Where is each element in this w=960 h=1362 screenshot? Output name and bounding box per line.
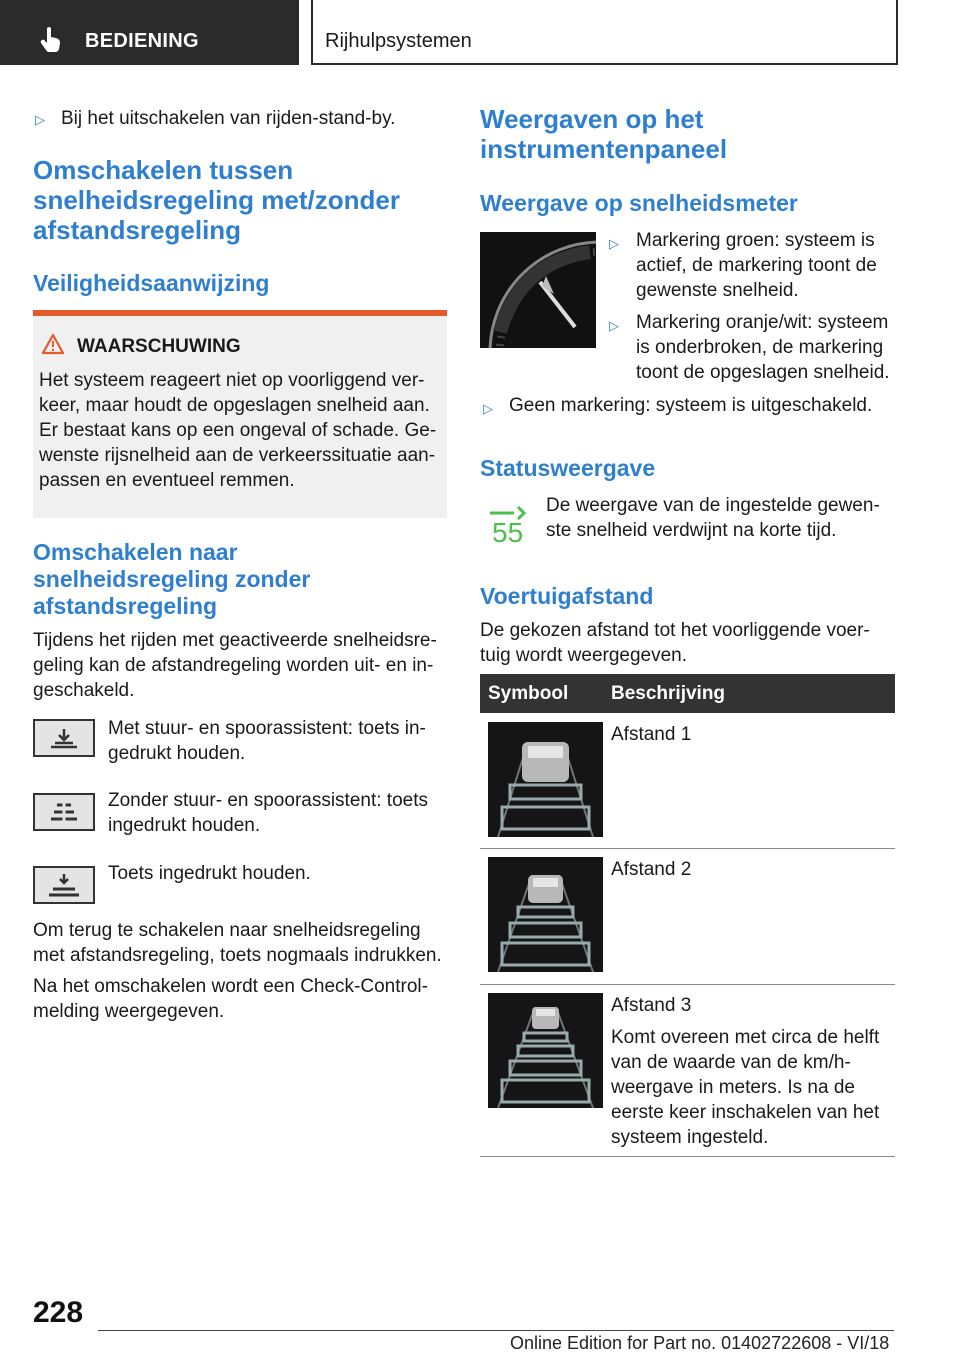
bullet-triangle-icon: ▷: [609, 236, 619, 251]
footer-edition: Online Edition for Part no. 01402722608 - VI/18: [510, 1333, 890, 1353]
button-row-line: Zonder stuur- en spoorassistent: toets: [108, 790, 428, 811]
distance-2-car-image: [488, 857, 603, 972]
distance-intro-line: De gekozen afstand tot het voorliggende voer-: [480, 620, 870, 641]
speedo-bullet-green: [636, 228, 877, 303]
bullet-triangle-icon: ▷: [483, 401, 493, 416]
table-row-3-label: Afstand 3: [611, 995, 692, 1016]
table-row-divider: [480, 984, 895, 985]
distance-1-car-image: [488, 722, 603, 837]
distance-3-car-image: [488, 993, 603, 1108]
steering-lane-assist-button-icon: [33, 719, 95, 757]
table-header-symbol: Symbool: [488, 683, 569, 704]
button-row-line: ingedrukt houden.: [108, 815, 261, 836]
description-line: eerste keer inschakelen van het: [611, 1102, 880, 1123]
hand-pointer-icon: [40, 26, 62, 52]
heading-displays: [480, 104, 727, 164]
distance-button-icon: [33, 793, 95, 831]
distance-intro-line: tuig wordt weergegeven.: [480, 645, 688, 666]
table-row-divider: [480, 848, 895, 849]
page-number: 228: [33, 1296, 84, 1329]
heading-switch-line: Omschakelen tussen: [33, 155, 294, 185]
heading-switch-line: snelheidsregeling met/zonder: [33, 185, 400, 215]
bullet-no-marking: Geen markering: systeem is uitgeschakeld.: [509, 395, 873, 416]
heading-switch-to-line: afstandsregeling: [33, 593, 218, 619]
paragraph-line: Na het omschakelen wordt een Check-Control-: [33, 976, 428, 997]
warning-triangle-icon: [41, 333, 65, 355]
warning-line: wenste rijsnelheid aan de verkeerssituatie aan-: [39, 445, 436, 466]
table-row-3-description: [611, 1025, 879, 1150]
paragraph-line: met afstandsregeling, toets nogmaals indrukken.: [33, 945, 442, 966]
warning-line: Er bestaat kans op een ongeval of schade. Ge-: [39, 420, 437, 441]
heading-switch-to-line: snelheidsregeling zonder: [33, 566, 311, 592]
speedometer-marking-image: [480, 232, 596, 348]
heading-switch-to: [33, 539, 310, 620]
button-row-1-text: [108, 716, 426, 766]
description-line: weergave in meters. Is na de: [611, 1077, 855, 1098]
speedo-bullet-line: Markering oranje/wit: systeem: [636, 312, 889, 333]
warning-title: WAARSCHUWING: [77, 336, 241, 357]
paragraph-check-control: [33, 974, 428, 1024]
table-header: [480, 674, 895, 713]
table-header-description: Beschrijving: [611, 683, 726, 704]
warning-text: [39, 368, 444, 493]
paragraph-line: geschakeld.: [33, 680, 135, 701]
distance-control-button-icon: [33, 866, 95, 904]
button-row-3-text: Toets ingedrukt houden.: [108, 863, 311, 884]
speedo-bullet-line: Markering groen: systeem is: [636, 230, 875, 251]
table-row-2-label: Afstand 2: [611, 859, 692, 880]
heading-speedometer: Weergave op snelheidsmeter: [480, 190, 798, 216]
warning-line: Het systeem reageert niet op voorliggend ver-: [39, 370, 425, 391]
heading-switch-line: afstandsregeling: [33, 215, 242, 245]
heading-safety: Veiligheidsaanwijzing: [33, 270, 270, 296]
status-text-line: De weergave van de ingestelde gewen-: [546, 495, 880, 516]
heading-status: Statusweergave: [480, 455, 656, 481]
heading-distance: Voertuigafstand: [480, 583, 654, 609]
description-line: van de waarde van de km/h-: [611, 1052, 851, 1073]
header-section-label: BEDIENING: [85, 30, 199, 52]
description-line: Komt overeen met circa de helft: [611, 1027, 880, 1048]
bullet-triangle-icon: ▷: [609, 318, 619, 333]
heading-switch-to-line: Omschakelen naar: [33, 539, 238, 565]
speedo-bullet-line: gewenste snelheid.: [636, 280, 799, 301]
paragraph-switch-back: [33, 918, 442, 968]
speedo-bullet-line: is onderbroken, de markering: [636, 337, 884, 358]
status-text: [546, 493, 880, 543]
status-speed-value: 55: [492, 517, 524, 548]
header-title: Rijhulpsystemen: [325, 30, 472, 52]
button-row-2-text: [108, 788, 428, 838]
footer-divider: [98, 1330, 894, 1331]
speedo-bullet-orange: [636, 310, 890, 385]
table-row-1-label: Afstand 1: [611, 724, 692, 745]
bullet-standby-text: Bij het uitschakelen van rijden-stand-by.: [61, 108, 396, 129]
warning-line: keer, maar houdt de opgeslagen snelheid aan.: [39, 395, 430, 416]
button-row-line: Met stuur- en spoorassistent: toets in-: [108, 718, 426, 739]
heading-displays-line: Weergaven op het: [480, 104, 704, 134]
description-line: systeem ingesteld.: [611, 1127, 769, 1148]
warning-line: passen en eventueel remmen.: [39, 470, 295, 491]
button-row-line: gedrukt houden.: [108, 743, 246, 764]
heading-switch: [33, 155, 400, 245]
bullet-triangle-icon: ▷: [35, 112, 45, 127]
heading-displays-line: instrumentenpaneel: [480, 134, 728, 164]
speedo-bullet-line: actief, de markering toont de: [636, 255, 877, 276]
status-text-line: ste snelheid verdwijnt na korte tijd.: [546, 520, 837, 541]
paragraph-line: geling kan de afstandregeling worden uit- en in-: [33, 655, 434, 676]
paragraph-line: melding weergegeven.: [33, 1001, 225, 1022]
paragraph-intro: [33, 628, 437, 703]
paragraph-line: Tijdens het rijden met geactiveerde snelheidsre-: [33, 630, 437, 651]
table-bottom-divider: [480, 1156, 895, 1157]
paragraph-line: Om terug te schakelen naar snelheidsregeling: [33, 920, 421, 941]
speedo-bullet-line: toont de opgeslagen snelheid.: [636, 362, 890, 383]
distance-intro: [480, 618, 870, 668]
